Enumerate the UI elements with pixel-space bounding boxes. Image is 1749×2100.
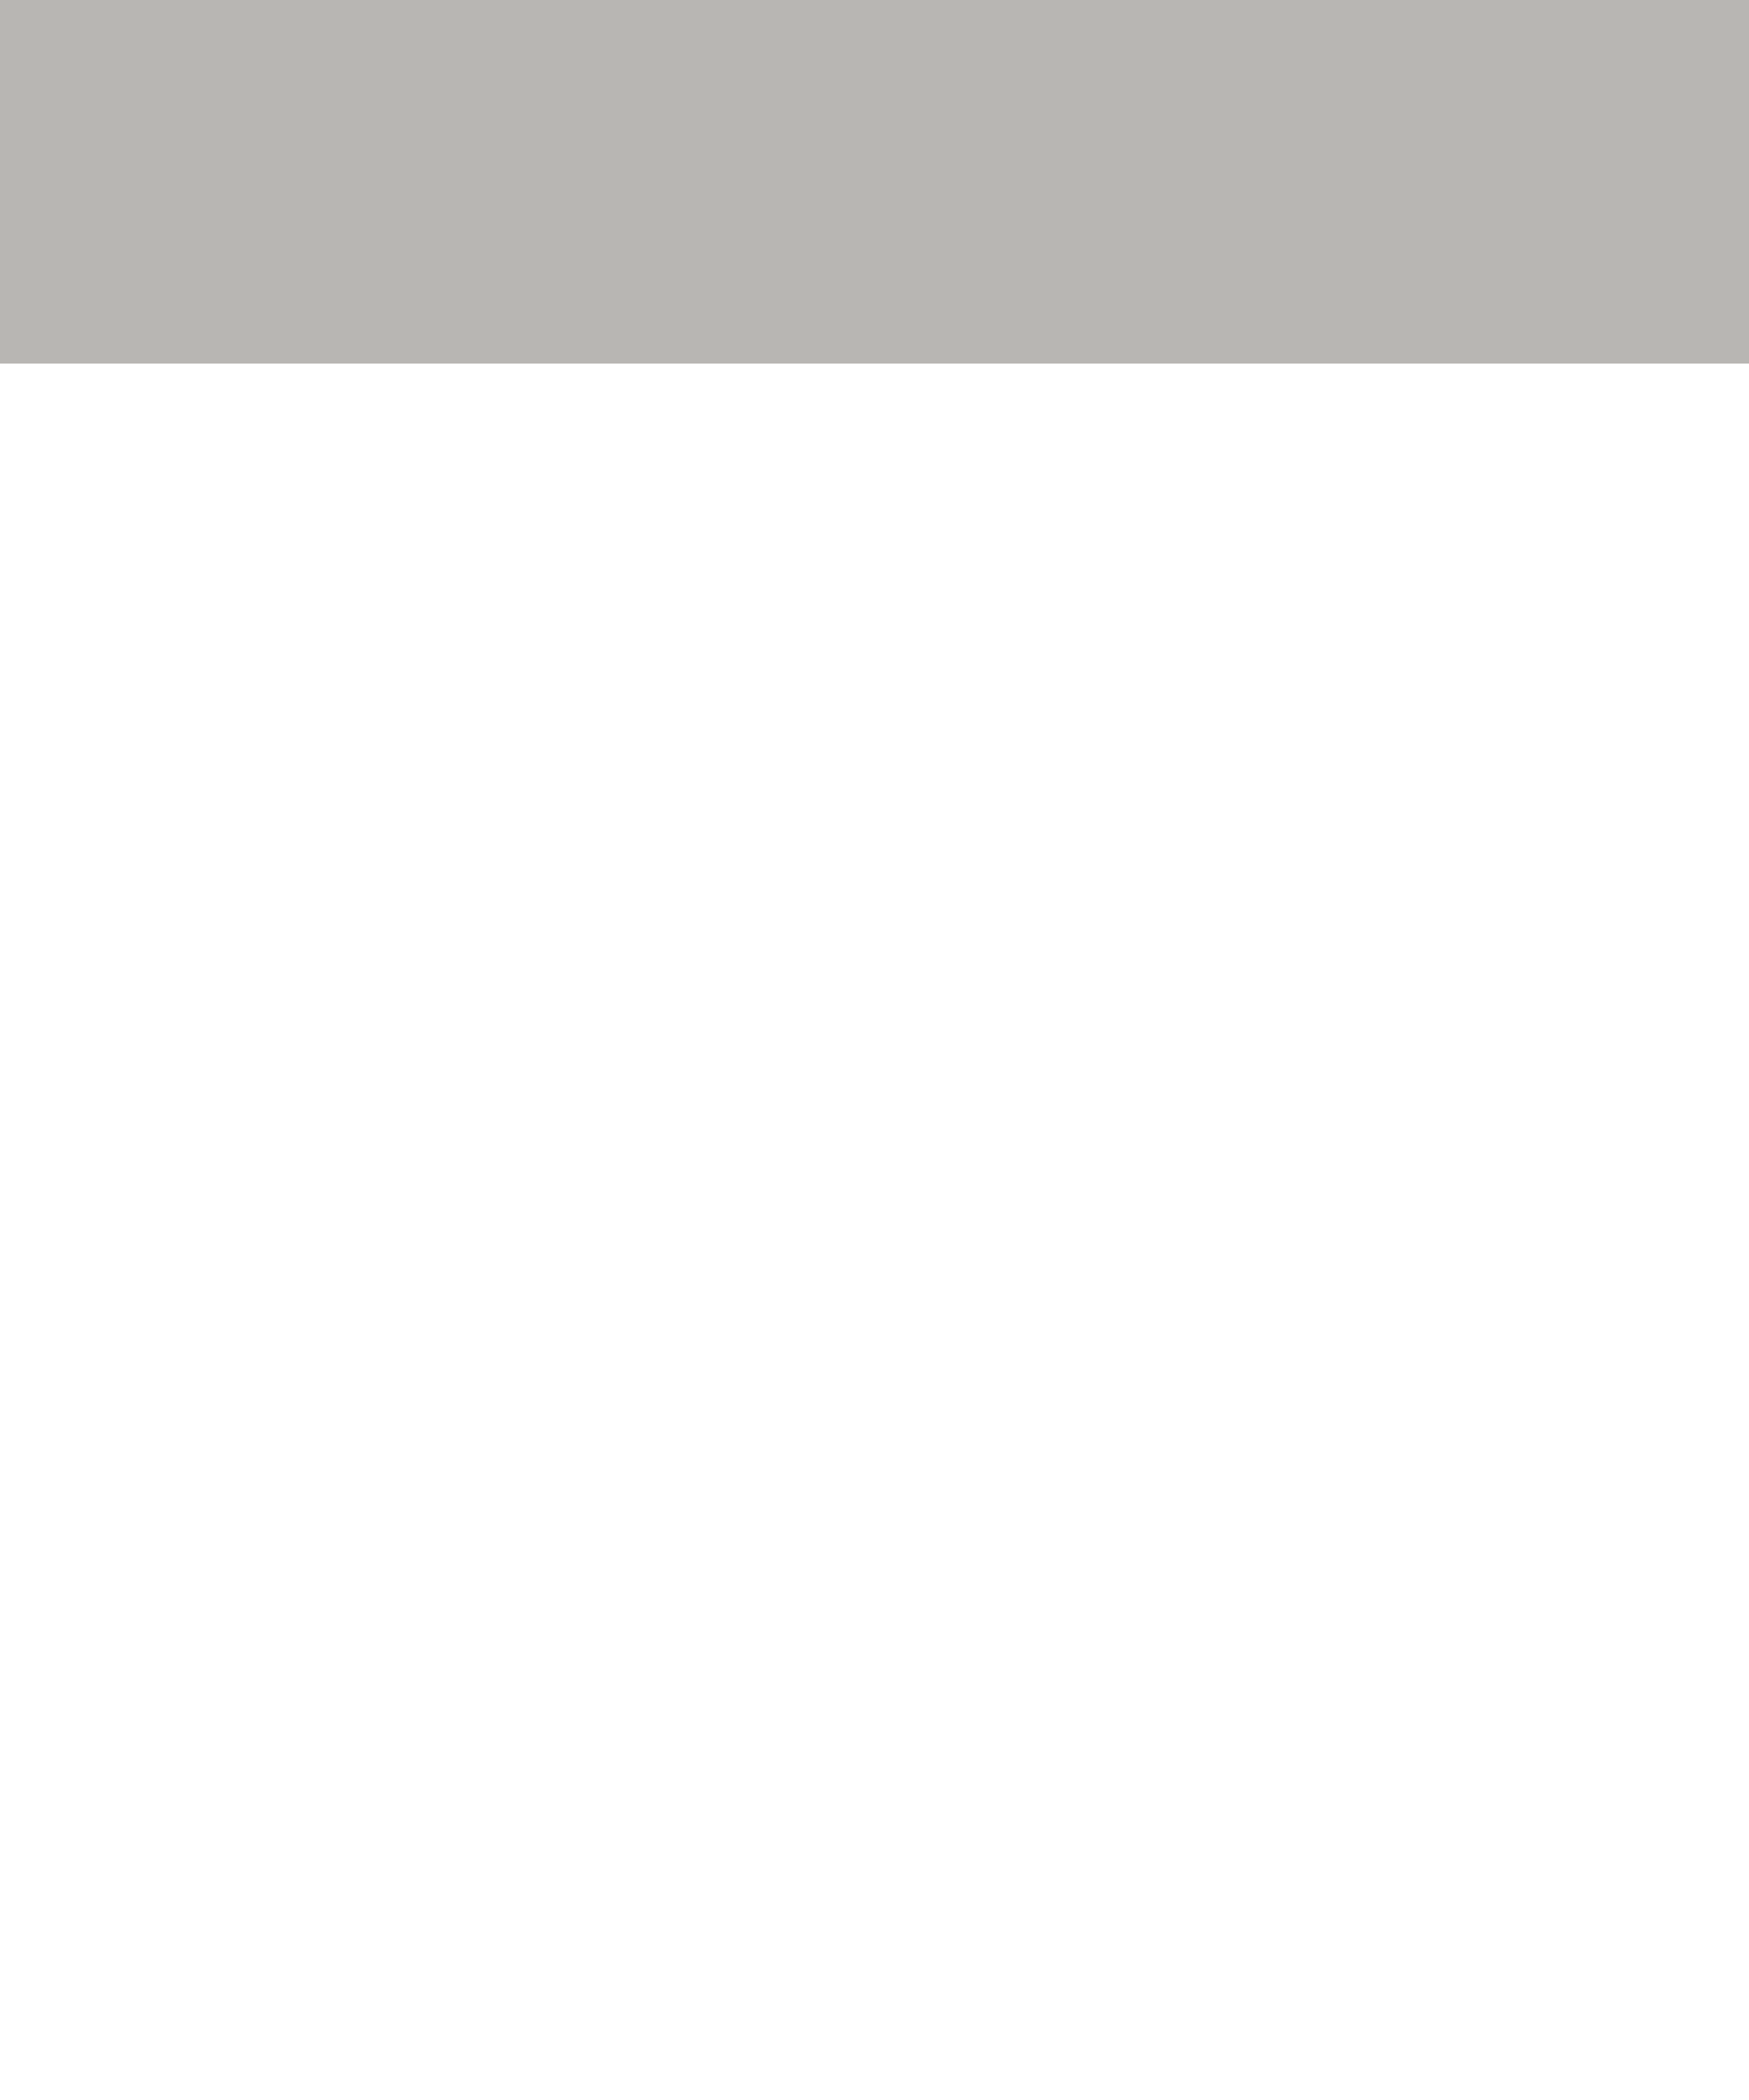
floor-plan <box>0 780 1749 2035</box>
header-band <box>0 0 1749 364</box>
